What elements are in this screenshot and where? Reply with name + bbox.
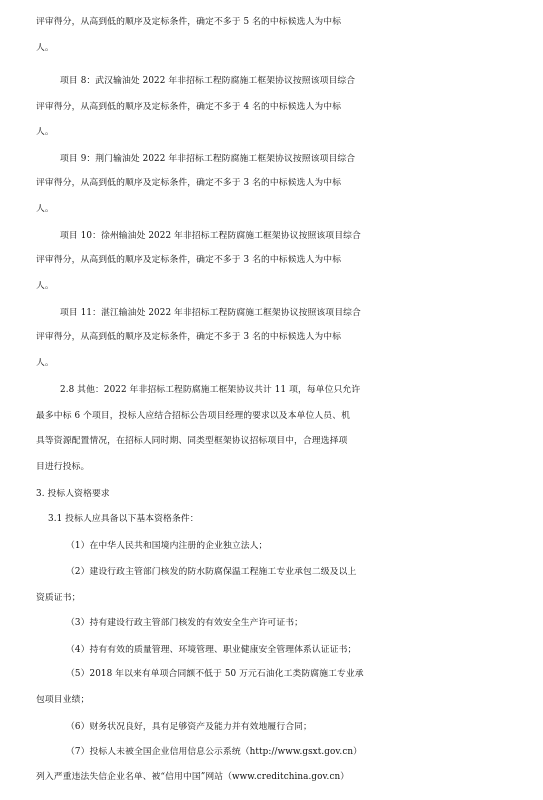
text-line: 评审得分，从高到低的顺序及定标条件，确定不多于 5 名的中标候选人为中标 [36,17,342,27]
text-line: 2.8 其他：2022 年非招标工程防腐施工框架协议共计 11 项，每单位只允许 [60,385,361,395]
text-line: 评审得分，从高到低的顺序及定标条件，确定不多于 4 名的中标候选人为中标 [36,102,342,112]
text-line: 人。 [36,127,54,137]
text-line: 目进行投标。 [36,462,90,472]
text-line: 项目 10：徐州输油处 2022 年非招标工程防腐施工框架协议按照该项目综合 [60,231,361,241]
text-line: 项目 9：荆门输油处 2022 年非招标工程防腐施工框架协议按照该项目综合 [60,154,356,164]
text-line: 项目 11：湛江输油处 2022 年非招标工程防腐施工框架协议按照该项目综合 [60,308,361,318]
list-item-continuation: 列入严重违法失信企业名单、被“信用中国”网站（www.creditchina.gov.cn） [36,772,350,782]
list-item: （7）投标人未被全国企业信用信息公示系统（http://www.gsxt.gov.cn） [66,747,363,757]
text-line: 评审得分，从高到低的顺序及定标条件，确定不多于 3 名的中标候选人为中标 [36,255,342,265]
list-item-continuation: 包项目业绩； [36,695,90,705]
list-item: （5）2018 年以来有单项合同额不低于 50 万元石油化工类防腐施工专业承 [66,669,364,679]
list-item: （3）持有建设行政主管部门核发的有效安全生产许可证书； [66,618,304,628]
text-line: 人。 [36,43,54,53]
list-item: （1）在中华人民共和国境内注册的企业独立法人； [66,541,268,551]
section-heading: 3. 投标人资格要求 [36,489,110,499]
text-line: 具等资源配置情况，在招标人同时期、同类型框架协议招标项目中，合理选择项 [36,436,348,446]
text-line: 人。 [36,204,54,214]
list-item-continuation: 资质证书； [36,593,81,603]
text-line: 项目 8：武汉输油处 2022 年非招标工程防腐施工框架协议按照该项目综合 [60,76,356,86]
list-item: （2）建设行政主管部门核发的防水防腐保温工程施工专业承包二级及以上 [66,567,357,577]
text-line: 评审得分，从高到低的顺序及定标条件，确定不多于 3 名的中标候选人为中标 [36,332,342,342]
list-item: （6）财务状况良好，具有足够资产及能力并有效地履行合同； [66,722,312,732]
subsection-heading: 3.1 投标人应具备以下基本资格条件： [48,514,199,524]
list-item: （4）持有有效的质量管理、环境管理、职业健康安全管理体系认证证书； [66,645,357,655]
text-line: 评审得分，从高到低的顺序及定标条件，确定不多于 3 名的中标候选人为中标 [36,178,342,188]
text-line: 最多中标 6 个项目，投标人应结合招标公告项目经理的要求以及本单位人员、机 [36,411,350,421]
text-line: 人。 [36,281,54,291]
text-line: 人。 [36,358,54,368]
